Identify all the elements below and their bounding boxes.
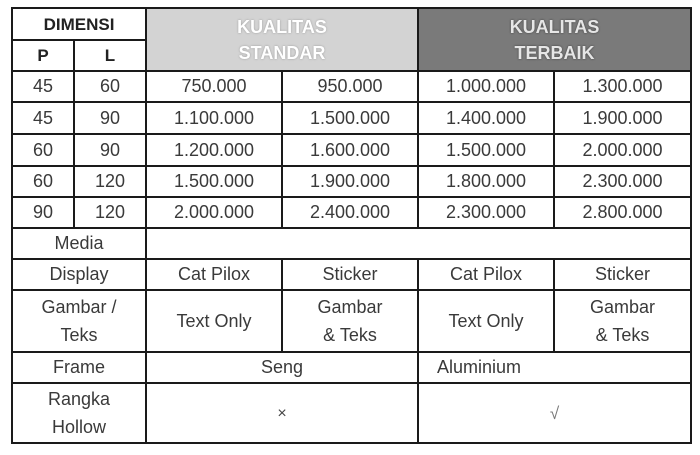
media-label: Media [12,228,146,259]
rangka-row [12,383,691,443]
cell-price-standar-2: 1.900.000 [282,166,418,197]
cell-l: 120 [74,197,146,228]
cell-price-terbaik-1: 1.400.000 [418,102,554,134]
gambar-standar-1: Text Only [146,290,282,352]
cell-p: 60 [12,134,74,166]
cell-price-standar-2: 2.400.000 [282,197,418,228]
frame-row [12,352,691,383]
cell-price-terbaik-1: 1.800.000 [418,166,554,197]
rangka-terbaik [418,383,691,443]
header-kualitas-standar [146,8,418,71]
cell-price-standar-2: 1.500.000 [282,102,418,134]
frame-standar: Seng [146,352,418,383]
header-row-1 [12,8,691,40]
table-row [12,166,691,197]
display-terbaik-1: Cat Pilox [418,259,554,290]
cell-price-terbaik-1: 1.500.000 [418,134,554,166]
cell-price-terbaik-2: 2.000.000 [554,134,691,166]
cell-price-standar-1: 1.100.000 [146,102,282,134]
price-table [11,7,692,444]
cell-price-terbaik-2: 1.300.000 [554,71,691,102]
table-row [12,102,691,134]
cell-price-terbaik-1: 2.300.000 [418,197,554,228]
gambar-label-line2: Teks [60,325,98,345]
cell-p: 60 [12,166,74,197]
gambar-terbaik-1: Text Only [418,290,554,352]
frame-terbaik: Aluminium [418,352,691,383]
cell-price-standar-1: 750.000 [146,71,282,102]
cell-l: 90 [74,102,146,134]
cell-price-standar-1: 1.200.000 [146,134,282,166]
table-row [12,71,691,102]
cell-price-terbaik-2: 2.800.000 [554,197,691,228]
display-row [12,259,691,290]
header-l: L [74,40,146,71]
cell-price-terbaik-2: 2.300.000 [554,166,691,197]
gambar-terbaik-2 [554,290,691,352]
media-section-blank [146,228,691,259]
table-row [12,197,691,228]
cell-price-standar-2: 950.000 [282,71,418,102]
cell-p: 45 [12,71,74,102]
display-standar-2: Sticker [282,259,418,290]
frame-label: Frame [12,352,146,383]
gambar-standar-2-line2: & Teks [323,325,377,345]
cross-mark-icon: × [277,405,287,422]
cell-p: 90 [12,197,74,228]
rangka-label-line1: Rangka [47,389,111,409]
header-kualitas-terbaik [418,8,691,71]
cell-price-standar-1: 1.500.000 [146,166,282,197]
gambar-label-line1: Gambar / [41,297,117,317]
cell-l: 120 [74,166,146,197]
display-standar-1: Cat Pilox [146,259,282,290]
gambar-standar-2 [282,290,418,352]
cell-p: 45 [12,102,74,134]
header-dimensi: DIMENSI [12,8,146,40]
display-terbaik-2: Sticker [554,259,691,290]
cell-price-terbaik-1: 1.000.000 [418,71,554,102]
header-p: P [12,40,74,71]
rangka-hollow-label [12,383,146,443]
gambar-row [12,290,691,352]
media-row [12,228,691,259]
rangka-label-line2: Hollow [51,417,107,437]
cell-price-standar-2: 1.600.000 [282,134,418,166]
gambar-terbaik-2-line1: Gambar [590,297,656,317]
cell-l: 60 [74,71,146,102]
header-terbaik-line1: KUALITAS [509,16,600,37]
cell-price-standar-1: 2.000.000 [146,197,282,228]
cell-price-terbaik-2: 1.900.000 [554,102,691,134]
cell-l: 90 [74,134,146,166]
gambar-standar-2-line1: Gambar [317,297,383,317]
table-row [12,134,691,166]
gambar-teks-label [12,290,146,352]
check-mark-icon: √ [549,403,560,423]
rangka-standar [146,383,418,443]
header-standar-line2: STANDAR [238,42,326,63]
gambar-terbaik-2-line2: & Teks [595,325,650,345]
header-standar-line1: KUALITAS [237,16,327,37]
header-terbaik-line2: TERBAIK [514,42,595,63]
display-label: Display [12,259,146,290]
